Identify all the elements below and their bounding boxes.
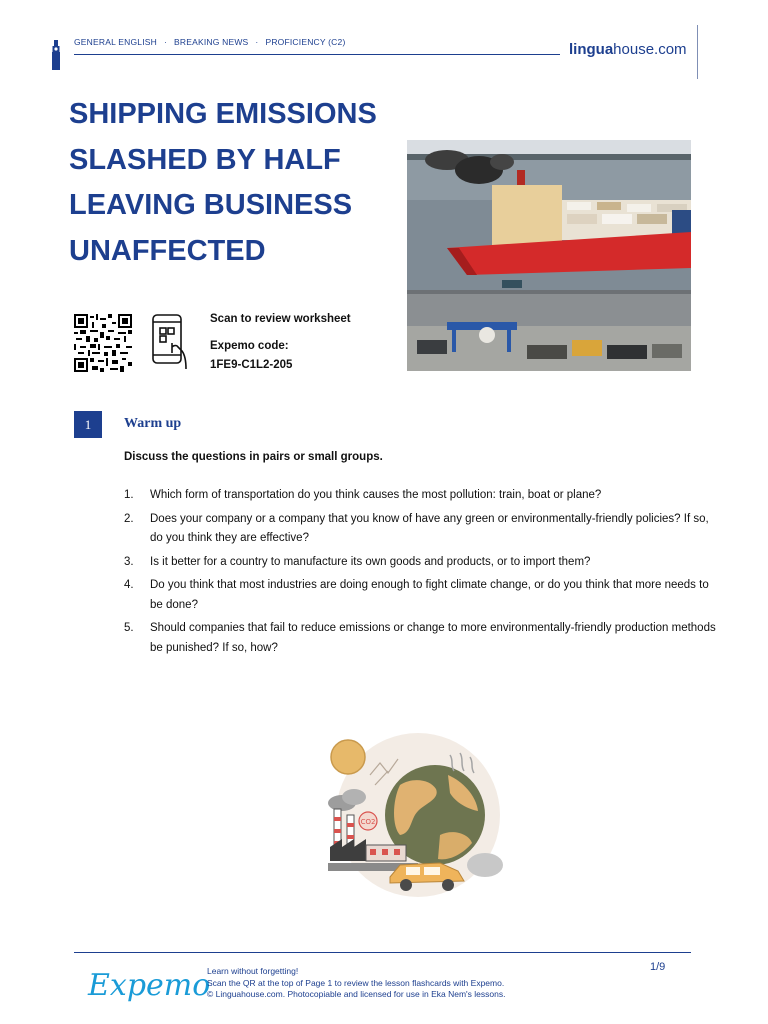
footer-text	[207, 966, 505, 1001]
expemo-code-value: 1FE9-C1L2-205	[210, 359, 293, 371]
expemo-code-label: Expemo code:	[210, 340, 289, 352]
brand-divider	[697, 25, 698, 79]
list-item-text: Is it better for a country to manufacture its own goods and products, or to import them?	[150, 555, 591, 568]
brand-logo-rest: house.com	[613, 41, 687, 58]
breadcrumb	[74, 37, 345, 47]
footer-instruction: Scan the QR at the top of Page 1 to review the lesson flashcards with Expemo.	[207, 977, 505, 988]
section-title: Warm up	[124, 416, 182, 431]
list-item-number: 4.	[124, 579, 134, 591]
section-instruction: Discuss the questions in pairs or small groups.	[124, 451, 383, 463]
list-item-number: 1.	[124, 489, 134, 501]
footer-divider	[74, 952, 691, 953]
list-item	[124, 510, 724, 549]
section-number-badge: 1	[74, 411, 102, 438]
breadcrumb-category: BREAKING NEWS	[174, 37, 249, 47]
expemo-logo: Expemo	[88, 968, 211, 1003]
question-list	[124, 486, 724, 662]
title-line: LEAVING BUSINESS	[69, 189, 353, 221]
breadcrumb-course: GENERAL ENGLISH	[74, 37, 157, 47]
footer-tagline: Learn without forgetting!	[207, 966, 299, 976]
phone-scan-icon	[150, 313, 190, 371]
footer-copyright: © Linguahouse.com. Photocopiable and licensed for use in Eka Nem's lessons.	[207, 989, 506, 999]
list-item-text: Which form of transportation do you think causes the most pollution: train, boat or plane?	[150, 489, 602, 501]
breadcrumb-separator: ·	[255, 37, 259, 47]
co2-label: CO2	[360, 818, 376, 826]
list-item-number: 2.	[124, 512, 134, 525]
list-item-number: 3.	[124, 555, 134, 568]
title-line: SHIPPING EMISSIONS	[69, 98, 377, 130]
list-item-text: Do you think that most industries are doing enough to fight climate change, or do you think that more needs to be done?	[150, 579, 709, 611]
scan-label: Scan to review worksheet	[210, 313, 351, 325]
container-ship-photo	[407, 140, 691, 371]
breadcrumb-level: PROFICIENCY (C2)	[265, 37, 346, 47]
header-divider	[74, 54, 560, 55]
title-line: UNAFFECTED	[69, 234, 266, 267]
list-item-text: Does your company or a company that you know of have any green or environmentally-friendly policies? If so, do you think they are effective?	[150, 512, 709, 544]
breadcrumb-separator: ·	[164, 37, 168, 47]
brand-logo-bold: lingua	[569, 41, 614, 58]
big-ben-icon	[50, 40, 62, 70]
climate-pollution-illustration	[300, 715, 520, 905]
qr-code	[74, 314, 132, 372]
brand-logo	[569, 41, 687, 58]
list-item-text: Should companies that fail to reduce emissions or change to more environmentally-friendly production methods be punished? If so, how?	[150, 622, 716, 654]
list-item	[124, 553, 724, 573]
list-item	[124, 619, 724, 658]
title-line: SLASHED BY HALF	[69, 143, 341, 176]
list-item	[124, 486, 724, 506]
list-item-number: 5.	[124, 622, 134, 634]
page-title	[69, 92, 399, 274]
page-number: 1/9	[650, 961, 666, 973]
list-item	[124, 576, 724, 615]
